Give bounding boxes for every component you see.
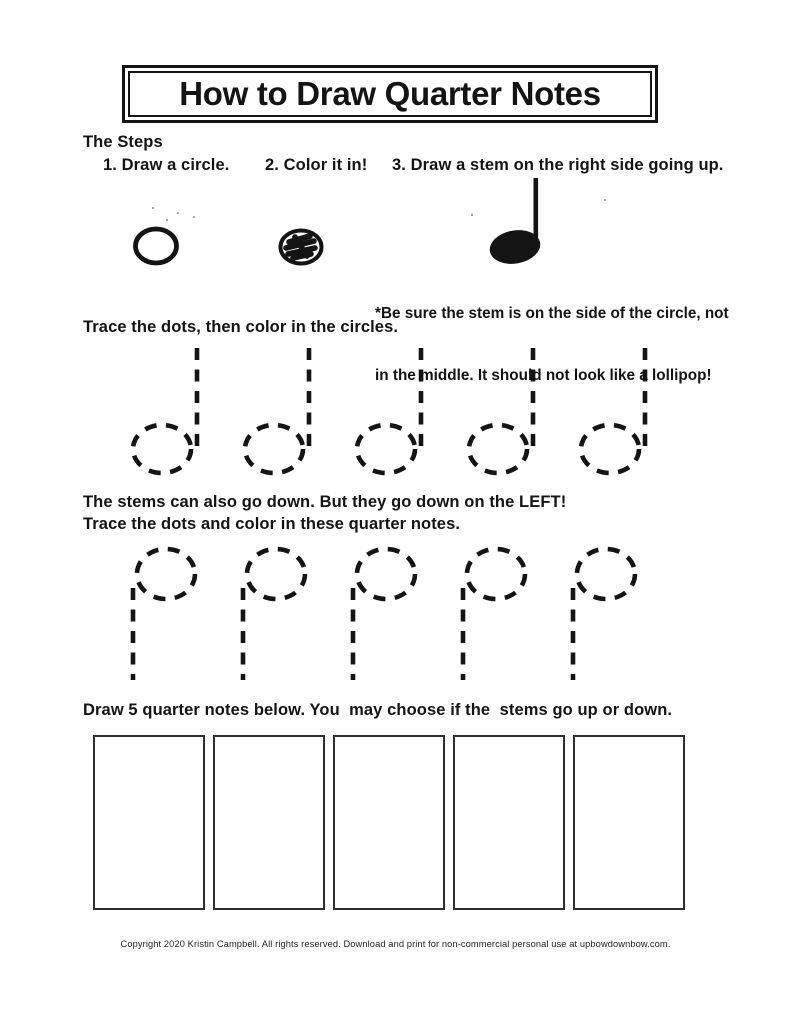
- outline-circle-icon: [132, 225, 180, 267]
- step-3-label: 3. Draw a stem on the right side going up.: [392, 156, 724, 174]
- draw-box: [453, 735, 565, 910]
- page-title: How to Draw Quarter Notes: [179, 75, 601, 112]
- stem-warning-line2: in the middle. It should not look like a lollipop!: [375, 366, 712, 384]
- step-2-label: 2. Color it in!: [265, 156, 368, 174]
- dashed-quarter-note-up-icon: [577, 344, 650, 476]
- draw-box-row: [93, 735, 685, 910]
- stem-warning-line1: *Be sure the stem is on the side of the circle, not: [375, 305, 729, 322]
- draw-box: [93, 735, 205, 910]
- quarter-note-icon: [488, 177, 544, 267]
- step-1-label: 1. Draw a circle.: [103, 156, 230, 174]
- trace-up-instruction: Trace the dots, then color in the circles.: [83, 318, 399, 336]
- draw-box: [213, 735, 325, 910]
- draw-own-instruction: Draw 5 quarter notes below. You may choose if the stems go up or down.: [83, 701, 673, 719]
- dashed-quarter-note-up-icon: [241, 344, 314, 476]
- dashed-quarter-note-down-icon: [348, 544, 420, 682]
- dashed-quarter-note-down-icon: [128, 544, 200, 682]
- dashed-quarter-note-up-icon: [465, 344, 538, 476]
- trace-up-row: [129, 344, 650, 476]
- dashed-quarter-note-down-icon: [238, 544, 310, 682]
- copyright-text: Copyright 2020 Kristin Campbell. All rights reserved. Download and print for non-commercial personal use at upbowdownbow.com.: [120, 939, 671, 949]
- trace-down-line1: The stems can also go down. But they go down on the LEFT!: [83, 493, 567, 511]
- steps-heading: The Steps: [83, 133, 163, 151]
- draw-box: [573, 735, 685, 910]
- trace-down-row: [128, 544, 640, 682]
- draw-box: [333, 735, 445, 910]
- title-box: [122, 65, 658, 123]
- title-box-inner: [128, 71, 652, 117]
- trace-down-line2: Trace the dots and color in these quarter notes.: [83, 515, 461, 533]
- dashed-quarter-note-down-icon: [458, 544, 530, 682]
- scribbled-circle-icon: [277, 227, 325, 267]
- dashed-quarter-note-down-icon: [568, 544, 640, 682]
- dashed-quarter-note-up-icon: [353, 344, 426, 476]
- dashed-quarter-note-up-icon: [129, 344, 202, 476]
